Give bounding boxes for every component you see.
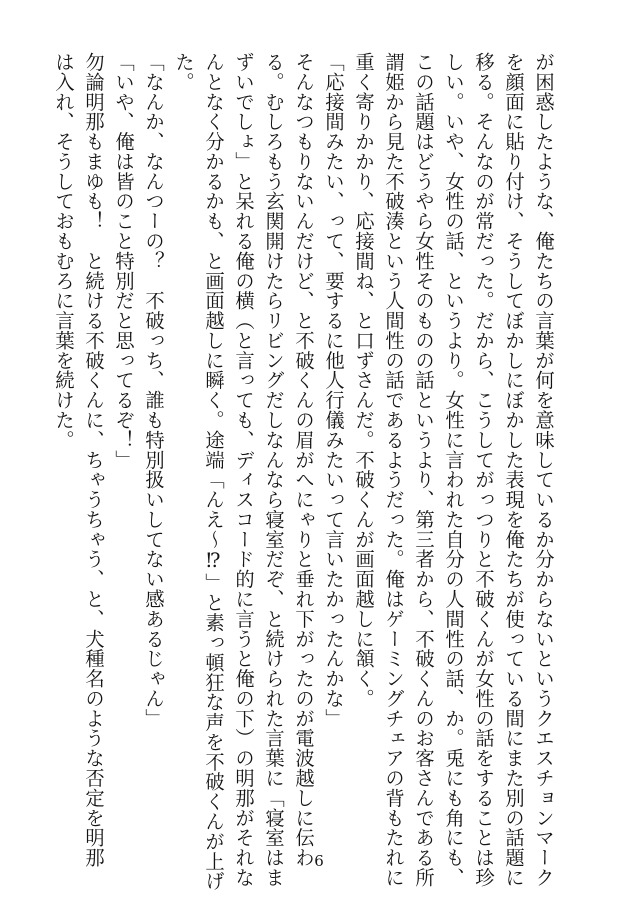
dialogue-line: 「応接間みたい、って、要するに他人行儀みたいって言いたかったんかな」 [322, 52, 345, 729]
text-line: を顔面に貼り付け、そうしてぼかしにぼかした表現を俺たちが使っている間にまた別の話題に [502, 52, 525, 888]
text-line: る。むしろもう玄関開けたらリビングだしなんなら寝室だぞ、と続けられた言葉に「寝室はま [262, 52, 285, 888]
page-number: 6 [314, 852, 324, 870]
dialogue-line: 「なんか、なんつーの？ 不破っち、誰も特別扱いしてない感あるじゃん」 [142, 52, 165, 729]
text-line: ずいでしょ」と呆れる俺の横（と言っても、ディスコード的に言うと俺の下）の明那がそれな [232, 52, 255, 888]
vertical-text-body [48, 52, 558, 892]
text-line: 勿論明那もまゆも！ と続ける不破くんに、ちゃうちゃう、と、犬種名のような否定を明那 [82, 52, 105, 868]
text-line: た。 [172, 52, 195, 92]
text-line: しい。いや、女性の話、というより。女性に言われた自分の人間性の話、か。兎にも角にも、 [442, 52, 465, 888]
text-line: そんなつもりないんだけど、と不破くんの眉がへにゃりと垂れ下がったのが電波越しに伝わ [292, 52, 315, 868]
text-line: んとなく分かるかも、と画面越しに瞬く。途端「んえ〜⁉」と素っ頓狂な声を不破くんが上げ [202, 52, 225, 892]
text-line: が困惑したような、俺たちの言葉が何を意味しているか分からないというクエスチョンマーク [532, 52, 555, 888]
text-line: 重く寄りかかり、応接間ね、と口ずさんだ。不破くんが画面越しに頷く。 [352, 52, 375, 709]
text-line: 謂姫から見た不破湊という人間性の話であるようだった。俺はゲーミングチェアの背もたれに [382, 52, 405, 888]
text-line: 移る。そんなのが常だった。だから、こうしてがっつりと不破くんが女性の話をすることは珍 [472, 52, 495, 888]
dialogue-line: 「いや、俺は皆のこと特別だと思ってるぞ！」 [112, 52, 135, 470]
text-line: この話題はどうやら女性そのものの話というより、第三者から、不破くんのお客さんである所 [412, 52, 435, 888]
text-line: は入れ、そうしておもむろに言葉を続けた。 [52, 52, 75, 450]
